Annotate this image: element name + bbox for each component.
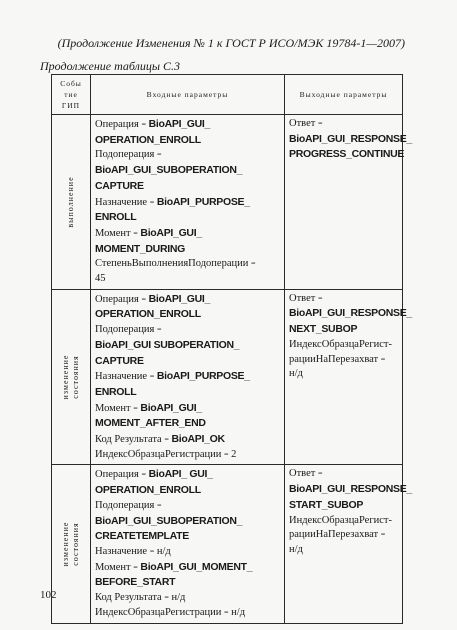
param-line: 45	[95, 273, 106, 285]
param-line: CAPTURE	[95, 179, 144, 192]
param-line: BioAPI_GUI_RESPONSE_	[289, 132, 412, 145]
param-line: NEXT_SUBOP	[289, 323, 358, 336]
param-line: CREATETEMPLATE	[95, 530, 189, 543]
param-line: ENROLL	[95, 211, 137, 224]
param-line: н/д	[289, 543, 303, 555]
col-header-inputs: Входные параметры	[91, 75, 285, 115]
param-line: Код Результата = BioAPI_OK	[95, 433, 225, 446]
param-line: рацииНаПерезахват =	[289, 529, 386, 541]
param-line: Операция = BioAPI_GUI_	[95, 292, 211, 305]
param-line: рацииНаПерезахват =	[289, 353, 386, 365]
event-label: изменение состояния	[61, 521, 80, 567]
param-line: OPERATION_ENROLL	[95, 133, 201, 146]
param-line: Момент = BioAPI_GUI_	[95, 226, 202, 239]
param-line: Ответ =	[289, 118, 323, 129]
param-line: Операция = BioAPI_GUI_	[95, 118, 211, 130]
running-header: (Продолжение Изменения № 1 к ГОСТ Р ИСО/МЭК 19784-1—2007)	[57, 36, 405, 50]
param-line: START_SUBOP	[289, 498, 364, 511]
param-line: Назначение = BioAPI_PURPOSE_	[95, 195, 250, 208]
param-line: Подоперация =	[95, 499, 162, 511]
output-params-cell	[285, 289, 412, 465]
param-line: Ответ =	[289, 292, 323, 304]
event-label: изменение состояния	[61, 354, 80, 400]
table-row	[52, 115, 403, 290]
event-cell	[52, 465, 91, 623]
input-params-cell	[91, 465, 285, 623]
input-params-cell	[91, 115, 285, 290]
param-line: Подоперация =	[95, 149, 162, 161]
table-caption: Продолжение таблицы С.3	[40, 59, 181, 73]
output-params-cell	[285, 465, 412, 623]
param-line: Операция = BioAPI_ GUI_	[95, 468, 213, 481]
col-header-event: Собы тие ГИП	[52, 75, 91, 115]
param-line: ИндексОбразцаРегист-	[289, 338, 393, 350]
param-line: ENROLL	[95, 385, 137, 398]
event-cell	[52, 115, 91, 290]
param-line: BioAPI_GUI SUBOPERATION_	[95, 338, 240, 351]
param-line: Назначение = н/д	[95, 545, 171, 557]
param-line: Назначение = BioAPI_PURPOSE_	[95, 370, 250, 383]
param-line: BioAPI_GUI_SUBOPERATION_	[95, 514, 243, 527]
param-line: н/д	[289, 368, 303, 380]
table-header-row	[52, 75, 403, 115]
param-line: CAPTURE	[95, 354, 144, 367]
param-line: ИндексОбразцаРегистрации = н/д	[95, 606, 246, 618]
param-line: СтепеньВыполненияПодоперации =	[95, 258, 256, 270]
param-line: Код Результата = н/д	[95, 592, 186, 604]
param-line: ИндексОбразцаРегист-	[289, 514, 393, 526]
page-number: 102	[40, 589, 57, 601]
param-line: Ответ =	[289, 468, 323, 480]
param-line: Момент = BioAPI_GUI_MOMENT_	[95, 560, 253, 573]
param-line: ИндексОбразцаРегистрации = 2	[95, 448, 237, 460]
param-line: Момент = BioAPI_GUI_	[95, 401, 202, 414]
param-line: BioAPI_GUI_RESPONSE_	[289, 483, 412, 496]
param-line: PROGRESS_CONTINUE	[289, 148, 405, 161]
param-line: MOMENT_DURING	[95, 242, 186, 255]
param-line: BioAPI_GUI_RESPONSE_	[289, 307, 412, 320]
table-row	[52, 465, 403, 623]
event-cell	[52, 289, 91, 465]
param-line: BioAPI_GUI_SUBOPERATION_	[95, 164, 243, 177]
param-line: OPERATION_ENROLL	[95, 308, 201, 321]
table-row	[52, 289, 403, 465]
param-line: OPERATION_ENROLL	[95, 484, 201, 497]
param-line: BEFORE_START	[95, 576, 176, 589]
parameters-table	[51, 74, 412, 624]
param-line: MOMENT_AFTER_END	[95, 417, 206, 430]
input-params-cell	[91, 289, 285, 465]
col-header-outputs: Выходные параметры	[285, 75, 403, 115]
event-label: выполнение	[66, 176, 75, 228]
output-params-cell	[285, 115, 412, 290]
param-line: Подоперация =	[95, 324, 162, 336]
